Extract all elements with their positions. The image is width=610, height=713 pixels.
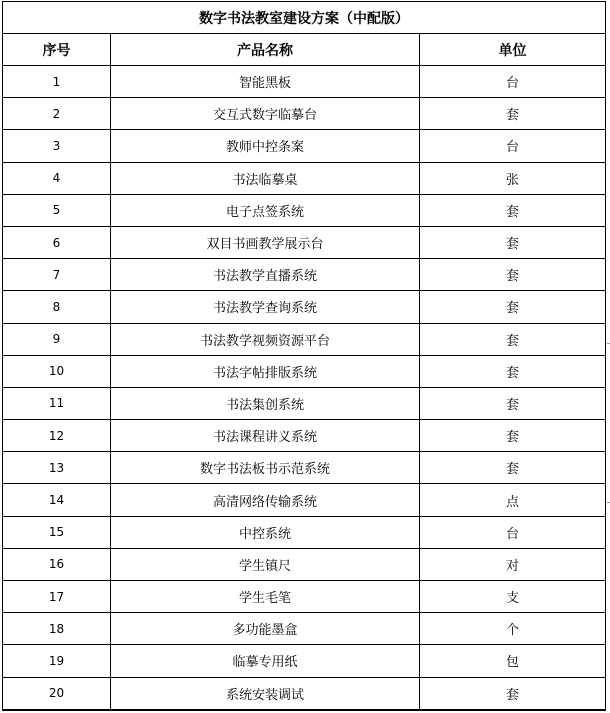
row-name-cell: 书法临摹桌 — [111, 162, 420, 194]
table-row — [3, 323, 606, 355]
row-index-cell: 3 — [3, 130, 111, 162]
row-unit-cell: 套 — [420, 355, 606, 387]
table-row — [3, 130, 606, 162]
row-unit-cell: 套 — [420, 226, 606, 258]
row-name-cell: 交互式数字临摹台 — [111, 98, 420, 130]
row-index-cell: 4 — [3, 162, 111, 194]
row-name-cell: 书法教学视频资源平台 — [111, 323, 420, 355]
table-row — [3, 162, 606, 194]
table-row — [3, 226, 606, 258]
table-row — [3, 291, 606, 323]
row-name-cell: 电子点签系统 — [111, 194, 420, 226]
row-unit-cell: 点 — [420, 484, 606, 516]
table-row — [3, 355, 606, 387]
row-index-cell: 17 — [3, 581, 111, 613]
table-row — [3, 484, 606, 516]
row-name-cell: 学生镇尺 — [111, 548, 420, 580]
row-index-cell: 6 — [3, 226, 111, 258]
table-row — [3, 420, 606, 452]
row-name-cell: 多功能墨盒 — [111, 613, 420, 645]
row-index-cell: 10 — [3, 355, 111, 387]
row-unit-cell: 台 — [420, 66, 606, 98]
row-name-cell: 中控系统 — [111, 516, 420, 548]
row-unit-cell: 包 — [420, 645, 606, 677]
row-name-cell: 书法教学查询系统 — [111, 291, 420, 323]
plan-table — [2, 1, 606, 711]
row-unit-cell: 台 — [420, 516, 606, 548]
row-name-cell: 书法集创系统 — [111, 387, 420, 419]
header-row — [3, 34, 606, 66]
table-row — [3, 677, 606, 710]
row-index-cell: 14 — [3, 484, 111, 516]
row-name-cell: 书法字帖排版系统 — [111, 355, 420, 387]
row-index-cell: 5 — [3, 194, 111, 226]
row-name-cell: 学生毛笔 — [111, 581, 420, 613]
table-row — [3, 387, 606, 419]
row-unit-cell: 套 — [420, 194, 606, 226]
row-unit-cell: 个 — [420, 613, 606, 645]
row-unit-cell: 套 — [420, 452, 606, 484]
row-unit-cell: 套 — [420, 420, 606, 452]
table-row — [3, 645, 606, 677]
row-index-cell: 20 — [3, 677, 111, 710]
row-unit-cell: 套 — [420, 259, 606, 291]
table-title: 数字书法教室建设方案（中配版） — [3, 2, 606, 34]
row-index-cell: 13 — [3, 452, 111, 484]
row-unit-cell: 套 — [420, 677, 606, 710]
row-unit-cell: 对 — [420, 548, 606, 580]
row-unit-cell: 台 — [420, 130, 606, 162]
row-name-cell: 系统安装调试 — [111, 677, 420, 710]
row-unit-cell: 支 — [420, 581, 606, 613]
row-name-cell: 教师中控条案 — [111, 130, 420, 162]
row-index-cell: 7 — [3, 259, 111, 291]
row-index-cell: 11 — [3, 387, 111, 419]
row-name-cell: 书法课程讲义系统 — [111, 420, 420, 452]
row-unit-cell: 套 — [420, 291, 606, 323]
title-row — [3, 2, 606, 34]
row-index-cell: 19 — [3, 645, 111, 677]
table-row — [3, 516, 606, 548]
row-index-cell: 1 — [3, 66, 111, 98]
table-row — [3, 259, 606, 291]
row-name-cell: 数字书法板书示范系统 — [111, 452, 420, 484]
row-index-cell: 16 — [3, 548, 111, 580]
table-row — [3, 548, 606, 580]
row-index-cell: 2 — [3, 98, 111, 130]
table-row — [3, 613, 606, 645]
row-index-cell: 15 — [3, 516, 111, 548]
header-index: 序号 — [3, 34, 111, 66]
row-name-cell: 临摹专用纸 — [111, 645, 420, 677]
row-unit-cell: 套 — [420, 323, 606, 355]
row-unit-cell: 张 — [420, 162, 606, 194]
table-row — [3, 194, 606, 226]
table-row — [3, 452, 606, 484]
row-index-cell: 18 — [3, 613, 111, 645]
table-row — [3, 66, 606, 98]
row-index-cell: 9 — [3, 323, 111, 355]
row-name-cell: 高清网络传输系统 — [111, 484, 420, 516]
row-name-cell: 书法教学直播系统 — [111, 259, 420, 291]
row-unit-cell: 套 — [420, 98, 606, 130]
table-row — [3, 98, 606, 130]
row-name-cell: 双目书画教学展示台 — [111, 226, 420, 258]
row-name-cell: 智能黑板 — [111, 66, 420, 98]
row-unit-cell: 套 — [420, 387, 606, 419]
row-index-cell: 8 — [3, 291, 111, 323]
header-name: 产品名称 — [111, 34, 420, 66]
header-unit: 单位 — [420, 34, 606, 66]
row-index-cell: 12 — [3, 420, 111, 452]
table-row — [3, 581, 606, 613]
